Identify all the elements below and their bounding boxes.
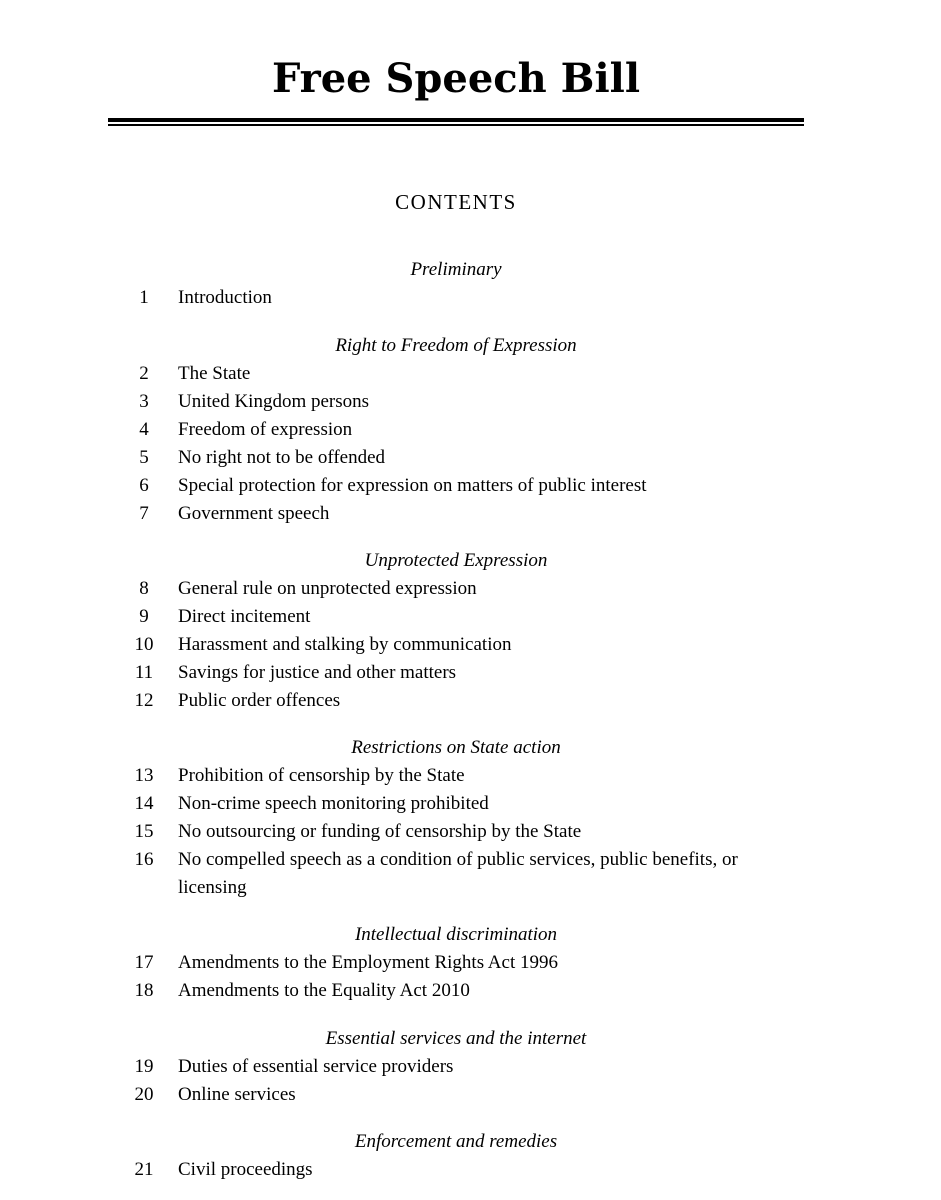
toc-entry-number: 5 [139, 447, 149, 468]
toc-entry-label: Civil proceedings [178, 1159, 313, 1180]
toc-entry-number: 10 [134, 634, 154, 655]
toc-entry-label: Savings for justice and other matters [178, 662, 457, 683]
toc-entry-number: 8 [139, 578, 149, 599]
toc-entry-number: 9 [139, 606, 149, 627]
toc-entry-label: Freedom of expression [178, 419, 353, 440]
toc-entry-number: 2 [139, 363, 149, 384]
toc-entry-label: Amendments to the Equality Act 2010 [178, 980, 470, 1001]
toc-entry-label: Duties of essential service providers [178, 1056, 454, 1077]
toc-entry-label: No compelled speech as a condition of public services, public benefits, or licensing [178, 849, 738, 898]
toc-entry-label: Introduction [178, 287, 272, 308]
toc-entry-label: Non-crime speech monitoring prohibited [178, 793, 489, 814]
section-heading: Restrictions on State action [351, 737, 561, 758]
toc-entry-number: 21 [134, 1159, 154, 1180]
toc-entry-label: Prohibition of censorship by the State [178, 765, 465, 786]
toc-entry-label: No right not to be offended [178, 447, 386, 468]
bill-title: Free Speech Bill [271, 55, 641, 102]
title-rule-thin [108, 124, 804, 126]
toc-entry-label: Online services [178, 1084, 296, 1105]
section-heading: Preliminary [410, 259, 502, 280]
toc-entry-number: 12 [134, 690, 154, 711]
toc-entry-label: Direct incitement [178, 606, 311, 627]
toc-entry-number: 7 [139, 503, 149, 524]
toc-entry-label: Public order offences [178, 690, 341, 711]
toc-entry-label: United Kingdom persons [178, 391, 370, 412]
toc-entry-number: 19 [134, 1056, 154, 1077]
toc-entry-number: 18 [134, 980, 154, 1001]
toc-entry-label: General rule on unprotected expression [178, 578, 477, 599]
section-heading: Intellectual discrimination [354, 924, 558, 945]
toc-entry-number: 16 [134, 849, 154, 870]
toc-entry-number: 17 [134, 952, 154, 973]
section-heading: Right to Freedom of Expression [335, 335, 577, 356]
toc-entry-label: Government speech [178, 503, 330, 524]
toc-entry-number: 14 [134, 793, 154, 814]
toc-entry-number: 6 [139, 475, 149, 496]
toc-entry-label: Special protection for expression on matters of public interest [178, 475, 647, 496]
section-heading: Enforcement and remedies [354, 1131, 558, 1152]
toc-entry-number: 1 [139, 287, 149, 308]
toc-entry-label: No outsourcing or funding of censorship by the State [178, 821, 582, 842]
toc-entry-label: The State [178, 363, 251, 384]
toc-entry-label: Amendments to the Employment Rights Act 1996 [178, 952, 558, 973]
contents-heading: CONTENTS [395, 190, 517, 214]
toc-entry-number: 11 [134, 662, 154, 683]
title-rule-thick [108, 118, 804, 122]
section-heading: Essential services and the internet [325, 1028, 587, 1049]
toc-entry-number: 20 [134, 1084, 154, 1105]
toc-entry-number: 4 [139, 419, 149, 440]
toc-entry-number: 15 [134, 821, 154, 842]
toc-entry-number: 3 [139, 391, 149, 412]
toc-entry-label: Harassment and stalking by communication [178, 634, 512, 655]
section-heading: Unprotected Expression [364, 550, 548, 571]
toc-entry-number: 13 [134, 765, 154, 786]
